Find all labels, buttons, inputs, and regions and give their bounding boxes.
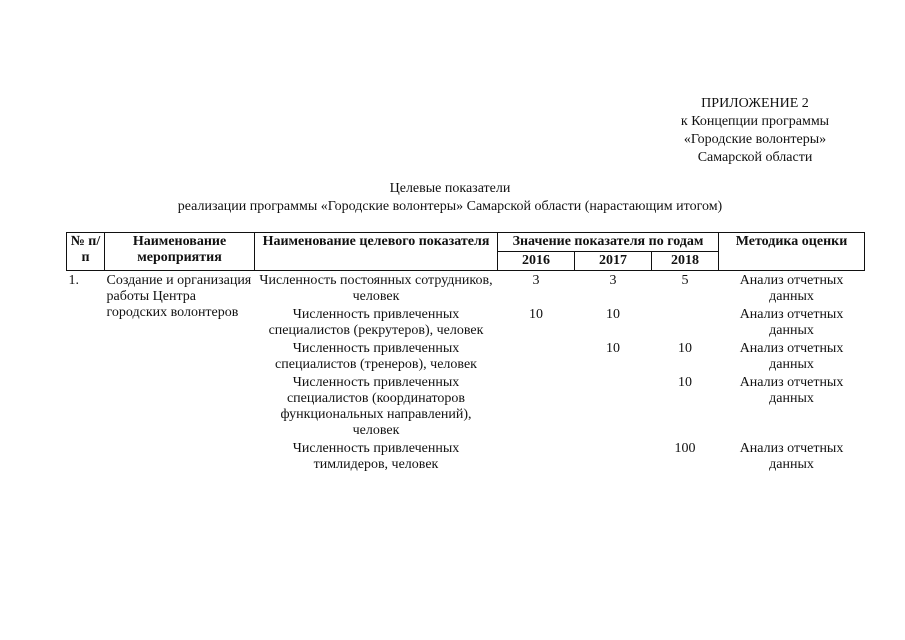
value-2016 <box>498 340 575 374</box>
value-2017 <box>575 374 652 440</box>
header-num: № п/п <box>67 233 105 271</box>
appendix-line-4: Самарской области <box>697 150 813 165</box>
event-number: 1. <box>68 273 79 288</box>
appendix-line-3: «Городские волонтеры» <box>683 132 827 147</box>
value-2016: 3 <box>532 273 540 288</box>
method-cell: Анализ отчетных данных <box>739 375 844 406</box>
header-indicator: Наименование целевого показателя <box>255 233 498 271</box>
header-event: Наименование мероприятия <box>105 233 255 271</box>
value-2018: 10 <box>678 375 692 390</box>
header-year-2018: 2018 <box>652 252 719 271</box>
appendix-line-2: к Концепции программы <box>680 114 830 129</box>
header-method: Методика оценки <box>719 233 865 271</box>
document-title <box>100 180 800 216</box>
title-line-1: Целевые показатели <box>389 181 511 196</box>
method-cell: Анализ отчетных данных <box>739 441 844 472</box>
appendix-line-1: ПРИЛОЖЕНИЕ 2 <box>701 96 809 111</box>
method-cell: Анализ отчетных данных <box>739 307 844 338</box>
value-2016 <box>498 374 575 440</box>
indicator-cell: Численность привлеченных специалистов (координаторов функциональных направлений), человек <box>280 375 472 438</box>
indicator-cell: Численность привлеченных специалистов (тренеров), человек <box>275 341 477 372</box>
event-name: Создание и организация работы Центра городских волонтеров <box>106 273 252 320</box>
method-cell: Анализ отчетных данных <box>739 273 844 304</box>
value-2018: 10 <box>678 341 692 356</box>
table-row <box>67 271 865 307</box>
header-value-group: Значение показателя по годам <box>498 233 719 252</box>
value-2018 <box>652 306 719 340</box>
value-2017: 10 <box>606 341 620 356</box>
header-year-2016: 2016 <box>498 252 575 271</box>
value-2017 <box>575 440 652 474</box>
value-2016: 10 <box>529 307 543 322</box>
indicator-cell: Численность привлеченных специалистов (рекрутеров), человек <box>268 307 484 338</box>
title-line-2: реализации программы «Городские волонтеры» Самарской области (нарастающим итогом) <box>177 199 723 214</box>
value-2018: 100 <box>674 441 696 456</box>
value-2018: 5 <box>681 273 689 288</box>
indicator-cell: Численность привлеченных тимлидеров, человек <box>292 441 460 472</box>
value-2017: 10 <box>606 307 620 322</box>
targets-table <box>66 232 865 474</box>
appendix-block <box>640 95 870 167</box>
value-2017: 3 <box>609 273 617 288</box>
method-cell: Анализ отчетных данных <box>739 341 844 372</box>
indicator-cell: Численность постоянных сотрудников, человек <box>259 273 493 304</box>
value-2016 <box>498 440 575 474</box>
header-year-2017: 2017 <box>575 252 652 271</box>
